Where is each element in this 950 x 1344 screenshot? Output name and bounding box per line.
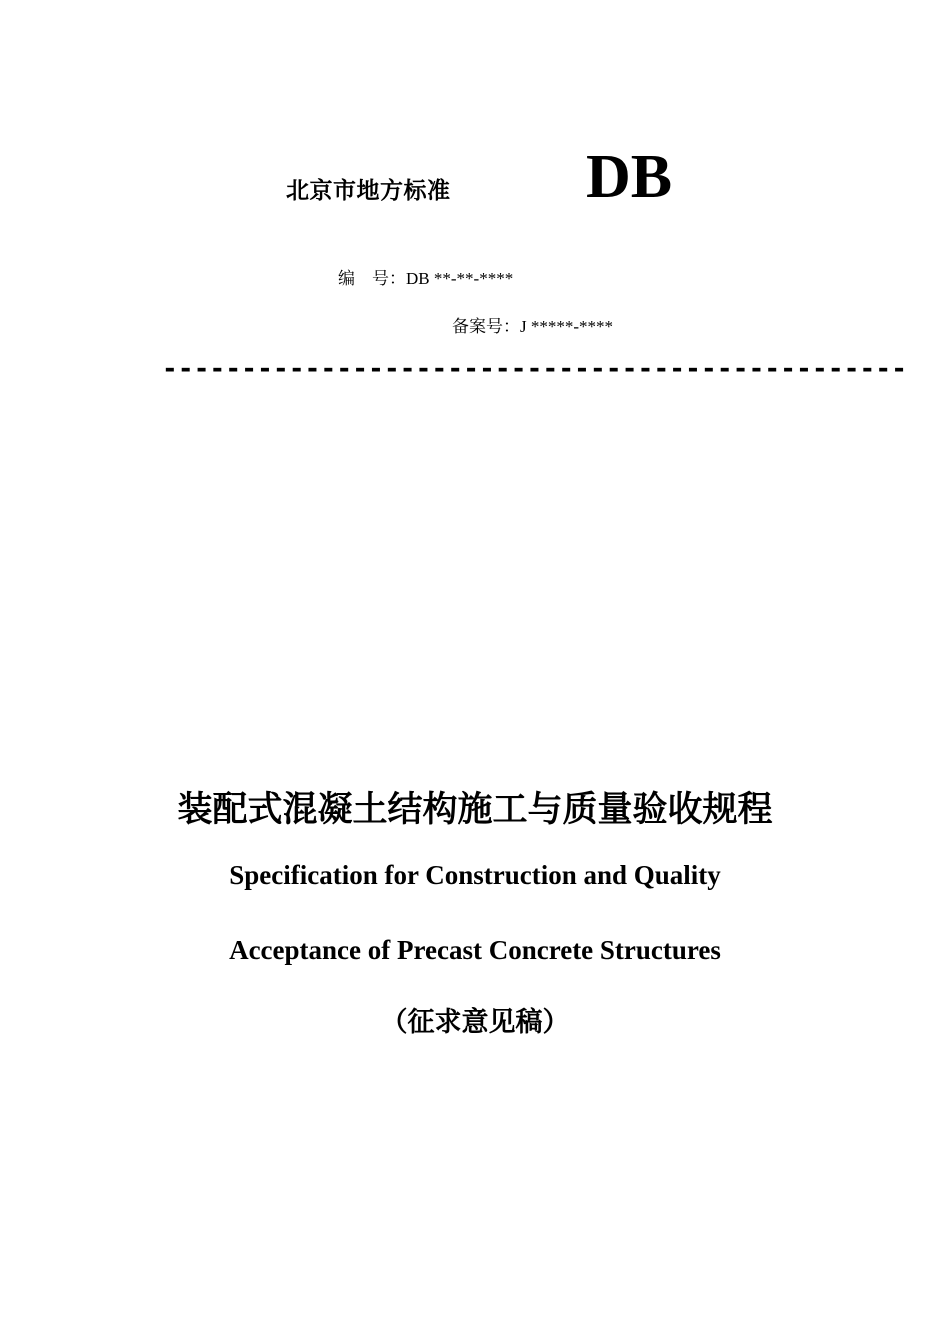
serial-number: 编 号：DB **-**-**** bbox=[338, 269, 514, 288]
standard-label: 北京市地方标准 bbox=[286, 178, 451, 204]
standard-code: DB bbox=[586, 143, 673, 211]
document-title-chinese: 装配式混凝土结构施工与质量验收规程 bbox=[177, 790, 773, 830]
document-title-english-line2: Acceptance of Precast Concrete Structures bbox=[229, 935, 721, 965]
dashed-divider: ----------------------------------------------- bbox=[162, 354, 908, 384]
filing-number: 备案号：J *****-**** bbox=[452, 317, 614, 336]
draft-note: （征求意见稿） bbox=[380, 1007, 570, 1038]
document-title-english-line1: Specification for Construction and Quality bbox=[229, 860, 721, 890]
